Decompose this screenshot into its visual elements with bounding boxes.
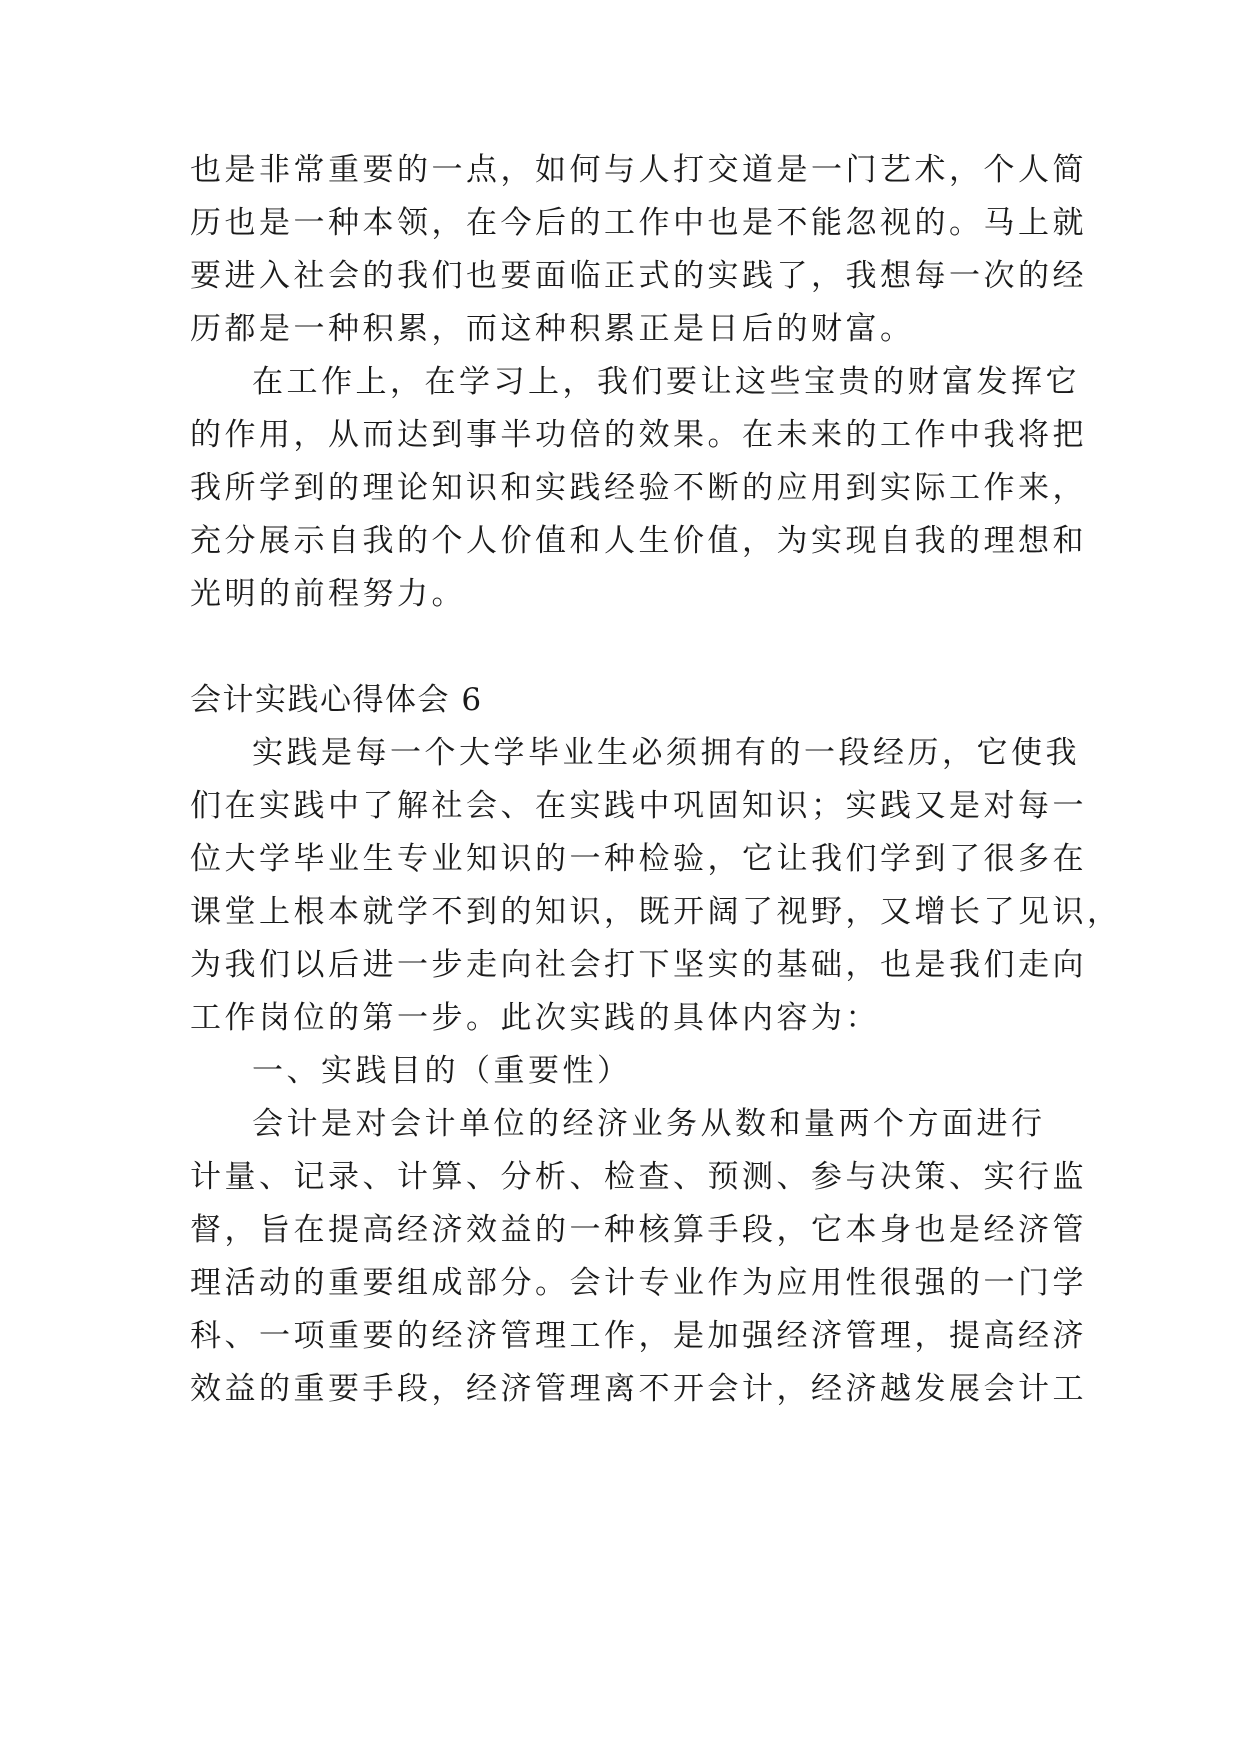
text-line: 会计是对会计单位的经济业务从数和量两个方面进行 bbox=[252, 1106, 1046, 1142]
text-line: 历都是一种积累，而这种积累正是日后的财富。 bbox=[190, 311, 915, 347]
text-line: 效益的重要手段，经济管理离不开会计，经济越发展会计工 bbox=[190, 1371, 1087, 1407]
text-line: 光明的前程努力。 bbox=[190, 576, 466, 612]
text-line: 们在实践中了解社会、在实践中巩固知识；实践又是对每一 bbox=[190, 788, 1087, 824]
text-line: 要进入社会的我们也要面临正式的实践了，我想每一次的经 bbox=[190, 258, 1087, 294]
text-line: 的作用，从而达到事半功倍的效果。在未来的工作中我将把 bbox=[190, 417, 1087, 453]
text-line: 计量、记录、计算、分析、检查、预测、参与决策、实行监 bbox=[190, 1159, 1087, 1195]
text-line: 在工作上，在学习上，我们要让这些宝贵的财富发挥它 bbox=[252, 364, 1080, 400]
text-line: 科、一项重要的经济管理工作，是加强经济管理，提高经济 bbox=[190, 1318, 1087, 1354]
text-line: 理活动的重要组成部分。会计专业作为应用性很强的一门学 bbox=[190, 1265, 1087, 1301]
text-line: 课堂上根本就学不到的知识，既开阔了视野，又增长了见识， bbox=[190, 894, 1122, 930]
text-line: 为我们以后进一步走向社会打下坚实的基础，也是我们走向 bbox=[190, 947, 1087, 983]
subheading: 一、实践目的（重要性） bbox=[252, 1053, 632, 1089]
section-title: 会计实践心得体会 6 bbox=[190, 682, 483, 718]
text-line: 充分展示自我的个人价值和人生价值，为实现自我的理想和 bbox=[190, 523, 1087, 559]
text-line: 也是非常重要的一点，如何与人打交道是一门艺术，个人简 bbox=[190, 152, 1087, 188]
text-line: 工作岗位的第一步。此次实践的具体内容为： bbox=[190, 1000, 880, 1036]
text-line: 实践是每一个大学毕业生必须拥有的一段经历，它使我 bbox=[252, 735, 1080, 771]
text-line: 我所学到的理论知识和实践经验不断的应用到实际工作来， bbox=[190, 470, 1087, 506]
text-line: 督，旨在提高经济效益的一种核算手段，它本身也是经济管 bbox=[190, 1212, 1087, 1248]
text-line: 历也是一种本领，在今后的工作中也是不能忽视的。马上就 bbox=[190, 205, 1087, 241]
text-line: 位大学毕业生专业知识的一种检验，它让我们学到了很多在 bbox=[190, 841, 1087, 877]
